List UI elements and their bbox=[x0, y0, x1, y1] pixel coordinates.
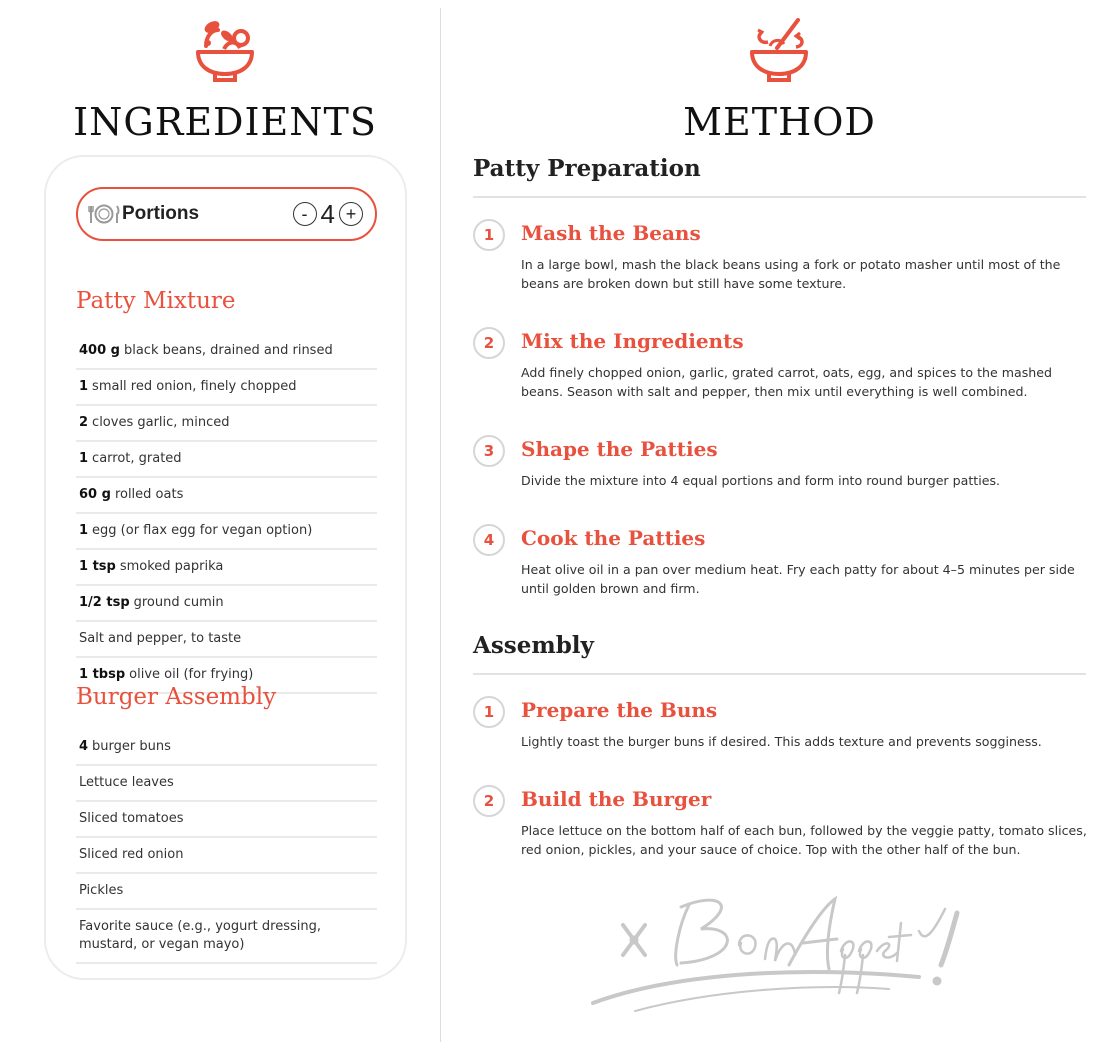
ingredient-quantity: 1 tbsp bbox=[79, 667, 126, 682]
step-number: 4 bbox=[473, 524, 505, 556]
ingredient-quantity: 60 g bbox=[79, 487, 111, 502]
step-description: In a large bowl, mash the black beans using a fork or potato masher until most of the beans are broken down but still have some texture. bbox=[521, 257, 1061, 291]
ingredient-item bbox=[76, 334, 377, 370]
step-number: 1 bbox=[473, 219, 505, 251]
step-number: 1 bbox=[473, 696, 505, 728]
cutlery-plate-icon bbox=[88, 203, 120, 225]
portions-stepper bbox=[293, 199, 363, 230]
step-description: Place lettuce on the bottom half of each bun, followed by the veggie patty, tomato slices, red onion, pickles, and your sauce of choice. Top with the other half of the bun. bbox=[521, 823, 1087, 857]
step-description: Add finely chopped onion, garlic, grated carrot, oats, egg, and spices to the mashed beans. Season with salt and pepper, then mix until everything is well combined. bbox=[521, 365, 1053, 399]
ingredient-text: small red onion, finely chopped bbox=[92, 379, 297, 394]
bon-appetit-signature bbox=[589, 885, 969, 1015]
ingredient-item bbox=[76, 586, 377, 622]
step-description: Lightly toast the burger buns if desired. This adds texture and prevents sogginess. bbox=[521, 734, 1042, 749]
ingredients-title: INGREDIENTS bbox=[73, 100, 377, 144]
step-number: 3 bbox=[473, 435, 505, 467]
ingredient-item bbox=[76, 442, 377, 478]
ingredient-text: burger buns bbox=[92, 739, 171, 754]
ingredient-text: Favorite sauce (e.g., yogurt dressing, mustard, or vegan mayo) bbox=[79, 919, 321, 952]
increase-portions-button[interactable]: + bbox=[339, 202, 363, 226]
ingredient-item bbox=[76, 766, 377, 802]
ingredient-text: Pickles bbox=[79, 883, 124, 898]
step-title: Build the Burger bbox=[521, 787, 712, 811]
ingredient-quantity: 1/2 tsp bbox=[79, 595, 130, 610]
ingredient-quantity: 1 tsp bbox=[79, 559, 116, 574]
ingredient-text: black beans, drained and rinsed bbox=[123, 343, 333, 358]
ingredient-quantity: 1 bbox=[79, 451, 89, 466]
ingredient-quantity: 1 bbox=[79, 379, 89, 394]
ingredient-quantity: 4 bbox=[79, 739, 89, 754]
step-description: Heat olive oil in a pan over medium heat. Fry each patty for about 4–5 minutes per side until golden brown and firm. bbox=[521, 562, 1075, 596]
step-number: 2 bbox=[473, 785, 505, 817]
step-description: Divide the mixture into 4 equal portions and form into round burger patties. bbox=[521, 473, 1001, 488]
ingredient-item bbox=[76, 370, 377, 406]
ingredient-item bbox=[76, 478, 377, 514]
ingredient-text: egg (or flax egg for vegan option) bbox=[92, 523, 313, 538]
step-title: Shape the Patties bbox=[521, 437, 718, 461]
ingredient-item bbox=[76, 874, 377, 910]
step-title: Prepare the Buns bbox=[521, 698, 718, 722]
subsection-title-assembly: Assembly bbox=[473, 632, 1086, 675]
mixing-bowl-icon bbox=[748, 16, 810, 82]
burger-assembly-list bbox=[76, 730, 377, 964]
ingredient-quantity: 1 bbox=[79, 523, 89, 538]
group-title-patty-mixture: Patty Mixture bbox=[76, 288, 236, 314]
method-column bbox=[441, 0, 1108, 1042]
ingredient-item bbox=[76, 910, 377, 964]
ingredient-text: ground cumin bbox=[133, 595, 224, 610]
group-title-burger-assembly: Burger Assembly bbox=[76, 684, 277, 710]
ingredient-text: rolled oats bbox=[114, 487, 184, 502]
step-title: Mash the Beans bbox=[521, 221, 701, 245]
ingredient-text: Sliced tomatoes bbox=[79, 811, 184, 826]
patty-mixture-list bbox=[76, 334, 377, 694]
ingredient-item bbox=[76, 838, 377, 874]
ingredient-text: Sliced red onion bbox=[79, 847, 184, 862]
ingredient-item bbox=[76, 514, 377, 550]
ingredient-item bbox=[76, 406, 377, 442]
ingredient-text: carrot, grated bbox=[92, 451, 182, 466]
decrease-portions-button[interactable]: - bbox=[293, 202, 317, 226]
ingredient-item bbox=[76, 802, 377, 838]
ingredients-card bbox=[44, 155, 407, 980]
ingredient-item bbox=[76, 622, 377, 658]
ingredient-text: Lettuce leaves bbox=[79, 775, 174, 790]
step-title: Mix the Ingredients bbox=[521, 329, 744, 353]
salad-bowl-icon bbox=[194, 16, 256, 82]
step-number: 2 bbox=[473, 327, 505, 359]
portions-control bbox=[76, 187, 377, 241]
step-title: Cook the Patties bbox=[521, 526, 706, 550]
portions-value: 4 bbox=[320, 198, 335, 229]
ingredient-item bbox=[76, 550, 377, 586]
subsection-title-patty-preparation: Patty Preparation bbox=[473, 155, 1086, 198]
ingredient-text: Salt and pepper, to taste bbox=[79, 631, 242, 646]
ingredient-quantity: 2 bbox=[79, 415, 89, 430]
ingredients-column bbox=[0, 0, 440, 1042]
portions-label: Portions bbox=[122, 203, 200, 224]
ingredient-text: smoked paprika bbox=[119, 559, 224, 574]
ingredient-text: olive oil (for frying) bbox=[129, 667, 254, 682]
ingredient-quantity: 400 g bbox=[79, 343, 120, 358]
ingredient-item bbox=[76, 730, 377, 766]
method-title: METHOD bbox=[683, 100, 876, 144]
ingredient-text: cloves garlic, minced bbox=[92, 415, 230, 430]
